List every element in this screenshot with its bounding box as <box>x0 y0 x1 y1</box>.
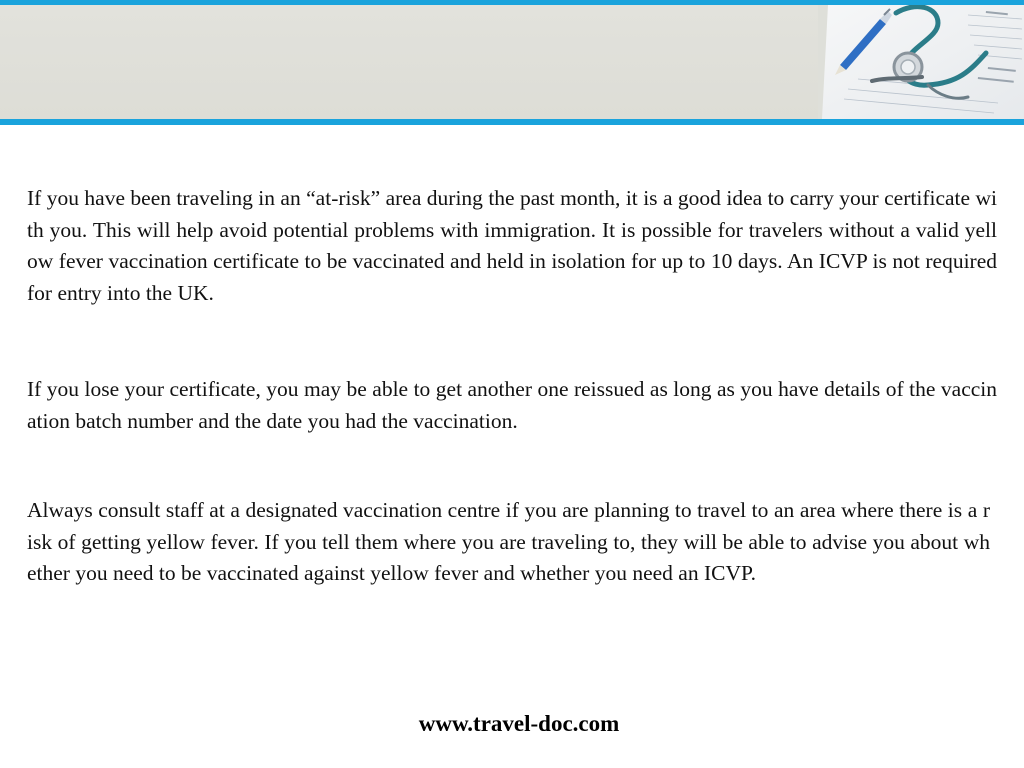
paragraph-consult-staff: Always consult staff at a designated vaccination centre if you are planning to travel to an area where there is a risk of getting yellow fever. If you tell them where you are traveling to, they will be able to advise you about whether you need to be vaccinated against yellow fever and whether you need an ICVP. <box>27 498 990 585</box>
paragraph-lost-certificate: If you lose your certificate, you may be able to get another one reissued as long as you have details of the vaccination batch number and the date you had the vaccination. <box>27 377 997 433</box>
header-photo <box>818 5 1024 119</box>
paragraph-at-risk-travel: If you have been traveling in an “at-risk” area during the past month, it is a good idea to carry your certificate with you. This will help avoid potential problems with immigration. It is possible for travelers without a valid yellow fever vaccination certificate to be vaccinated and held in isolation for up to 10 days. An ICVP is not required for entry into the UK. <box>27 186 997 305</box>
footer-website-url: www.travel-doc.com <box>418 711 620 736</box>
header-bottom-stripe <box>0 119 1024 125</box>
